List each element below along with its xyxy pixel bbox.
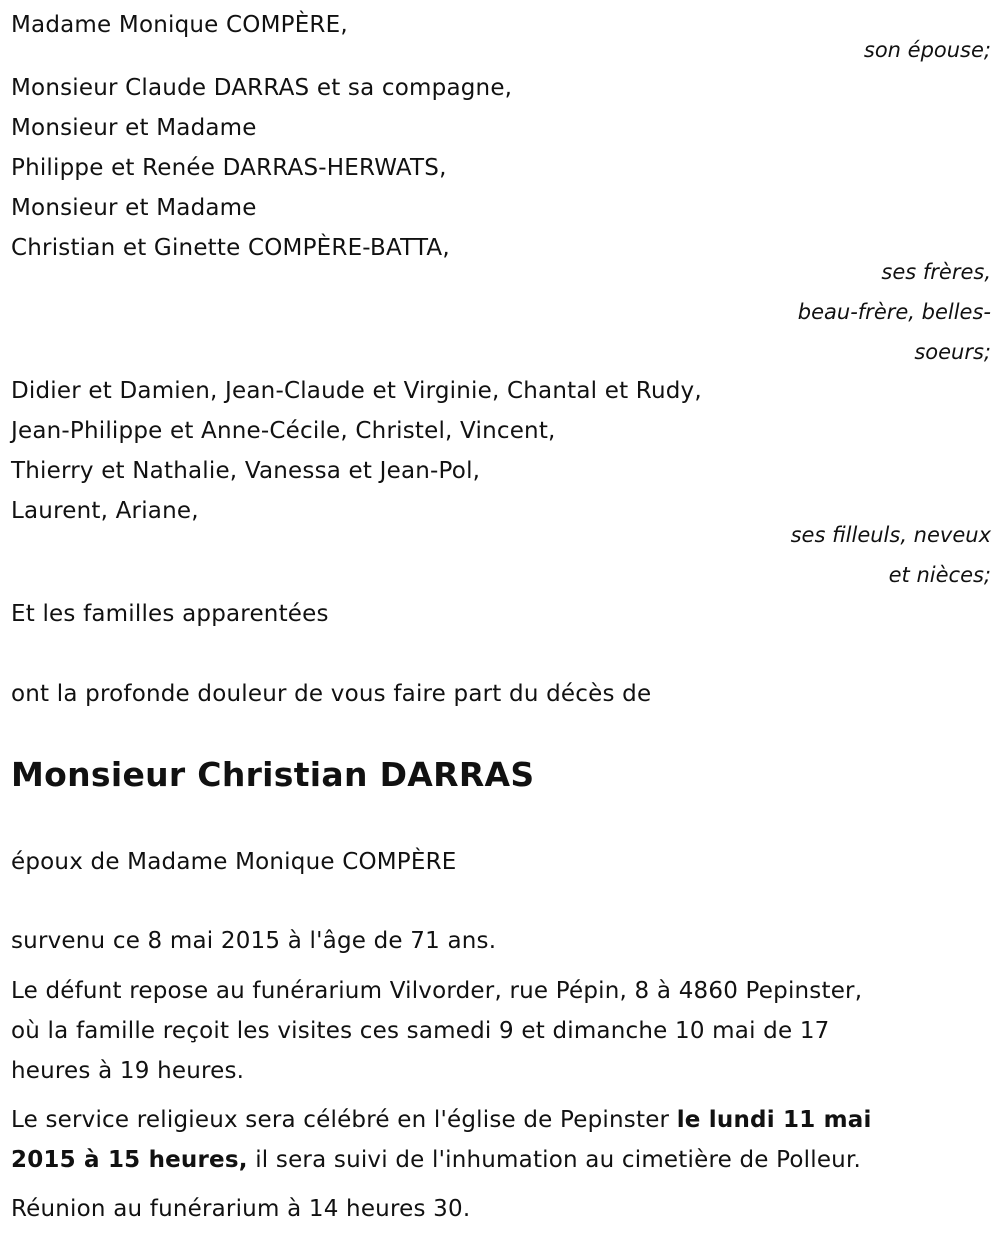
siblings-relation-2: beau-frère, belles- [797,300,991,324]
death-line: survenu ce 8 mai 2015 à l'âge de 71 ans. [11,928,497,954]
service-text-start: Le service religieux sera célébré en l'église de Pepinster [11,1107,677,1133]
spouse-of-line: époux de Madame Monique COMPÈRE [11,849,457,875]
sibling-line-3: Philippe et Renée DARRAS-HERWATS, [11,155,447,181]
families-line: Et les familles apparentées [11,601,329,627]
rest-line-3: heures à 19 heures. [11,1058,245,1084]
sibling-line-1: Monsieur Claude DARRAS et sa compagne, [11,75,513,101]
deceased-name: Monsieur Christian DARRAS [11,755,535,794]
service-line-1 [11,1105,872,1135]
spouse-relation: son épouse; [863,38,991,62]
rest-line-2: où la famille reçoit les visites ces samedi 9 et dimanche 10 mai de 17 [11,1018,830,1044]
sibling-line-2: Monsieur et Madame [11,115,257,141]
nephew-line-1: Didier et Damien, Jean-Claude et Virginie, Chantal et Rudy, [11,378,702,404]
service-text-end: il sera suivi de l'inhumation au cimetière de Polleur. [247,1147,861,1173]
nephew-line-4: Laurent, Ariane, [11,498,199,524]
siblings-relation-3: soeurs; [914,340,991,364]
service-line-2 [11,1145,861,1175]
siblings-relation-1: ses frères, [881,260,991,284]
nephew-line-2: Jean-Philippe et Anne-Cécile, Christel, Vincent, [11,418,556,444]
nephew-line-3: Thierry et Nathalie, Vanessa et Jean-Pol, [11,458,481,484]
service-time-bold: 2015 à 15 heures, [11,1147,248,1173]
nephews-relation-2: et nièces; [888,563,991,587]
sibling-line-4: Monsieur et Madame [11,195,257,221]
announcement-line: ont la profonde douleur de vous faire part du décès de [11,681,652,707]
service-date-bold: le lundi 11 mai [676,1107,872,1133]
nephews-relation-1: ses filleuls, neveux [790,523,991,547]
sibling-line-5: Christian et Ginette COMPÈRE-BATTA, [11,235,450,261]
rest-line-1: Le défunt repose au funérarium Vilvorder, rue Pépin, 8 à 4860 Pepinster, [11,978,863,1004]
spouse-name: Madame Monique COMPÈRE, [11,12,348,38]
reunion-line: Réunion au funérarium à 14 heures 30. [11,1196,471,1222]
